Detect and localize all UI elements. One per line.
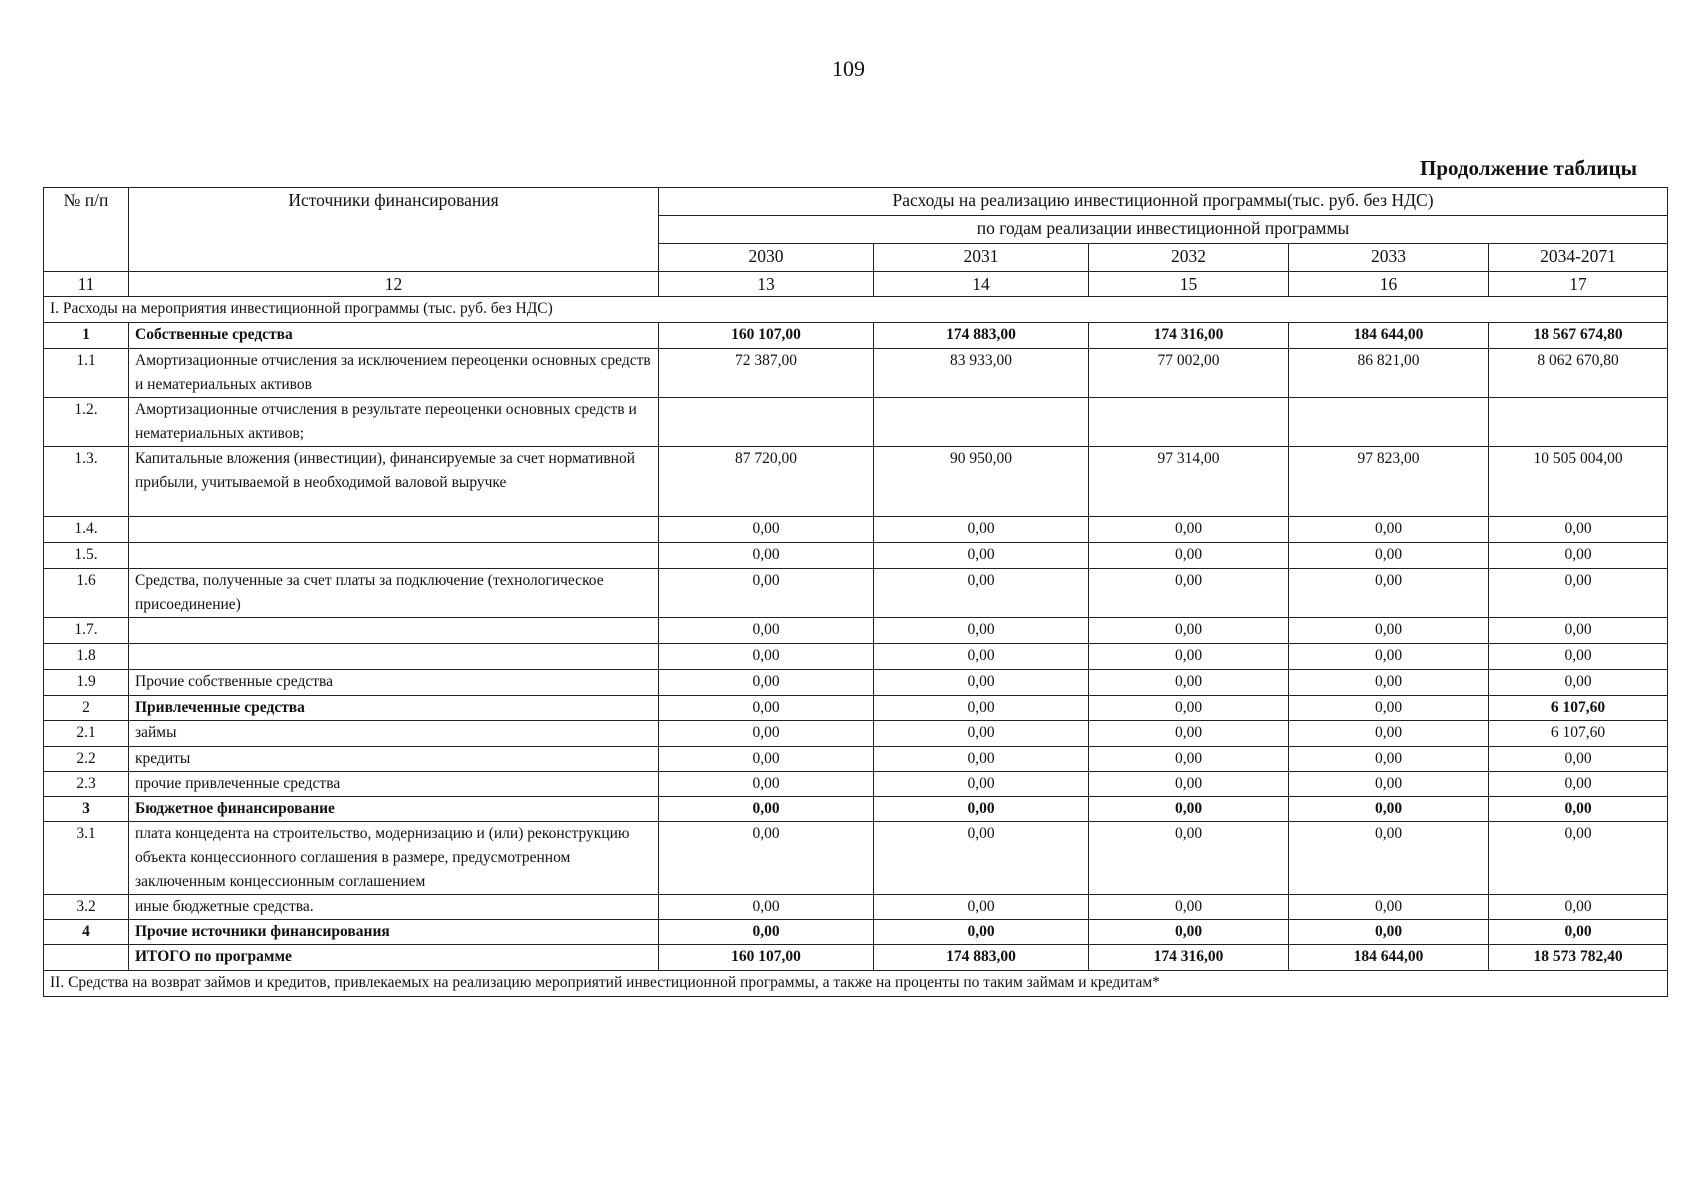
- row-value: 0,00: [1089, 517, 1289, 543]
- row-value: [1289, 398, 1489, 447]
- row-value: 0,00: [659, 797, 874, 822]
- section-2-title: II. Средства на возврат займов и кредитов, привлекаемых на реализацию мероприятий инвестиционной программы, а также на проценты по таким займам и кредитам*: [44, 971, 1668, 997]
- row-source-name: Прочие источники финансирования: [129, 920, 659, 945]
- row-value: 0,00: [874, 721, 1089, 747]
- row-value: 0,00: [1489, 772, 1668, 797]
- row-value: 97 823,00: [1289, 447, 1489, 517]
- row-value: 0,00: [1489, 644, 1668, 670]
- table-row: [44, 349, 1668, 398]
- row-value: 0,00: [1089, 696, 1289, 721]
- row-value: 160 107,00: [659, 323, 874, 349]
- row-number: 1.9: [44, 670, 129, 696]
- row-value: 97 314,00: [1089, 447, 1289, 517]
- row-value: 0,00: [1289, 618, 1489, 644]
- row-value: 0,00: [1289, 569, 1489, 618]
- row-value: 0,00: [1489, 895, 1668, 920]
- row-source-name: [129, 618, 659, 644]
- row-value: 0,00: [1089, 543, 1289, 569]
- row-source-name: Привлеченные средства: [129, 696, 659, 721]
- column-number: 13: [659, 272, 874, 297]
- row-value: 184 644,00: [1289, 945, 1489, 971]
- row-value: 0,00: [1089, 920, 1289, 945]
- row-value: 0,00: [874, 517, 1089, 543]
- column-number: 11: [44, 272, 129, 297]
- row-value: 0,00: [1289, 772, 1489, 797]
- table-row: [44, 517, 1668, 543]
- row-source-name: ИТОГО по программе: [129, 945, 659, 971]
- column-number: 12: [129, 272, 659, 297]
- continuation-title: Продолжение таблицы: [1419, 156, 1637, 180]
- row-value: 0,00: [659, 696, 874, 721]
- row-value: 0,00: [659, 618, 874, 644]
- row-number: 3.1: [44, 822, 129, 895]
- row-value: 0,00: [874, 772, 1089, 797]
- table-row: [44, 772, 1668, 797]
- table-row: [44, 895, 1668, 920]
- row-value: 6 107,60: [1489, 696, 1668, 721]
- row-value: 174 316,00: [1089, 945, 1289, 971]
- page-number: 109: [832, 56, 865, 81]
- row-value: 0,00: [1289, 895, 1489, 920]
- row-number: 2.2: [44, 747, 129, 772]
- row-value: 72 387,00: [659, 349, 874, 398]
- row-value: 0,00: [874, 543, 1089, 569]
- header-year: 2032: [1089, 244, 1289, 272]
- row-value: 0,00: [1489, 797, 1668, 822]
- row-value: 0,00: [1089, 797, 1289, 822]
- row-source-name: Амортизационные отчисления за исключением переоценки основных средств и нематериальных активов: [129, 349, 659, 398]
- row-value: 0,00: [1489, 517, 1668, 543]
- row-value: 0,00: [1089, 895, 1289, 920]
- row-value: 0,00: [1489, 618, 1668, 644]
- row-value: 0,00: [659, 721, 874, 747]
- row-value: 0,00: [1489, 543, 1668, 569]
- row-value: 0,00: [1489, 569, 1668, 618]
- row-source-name: [129, 644, 659, 670]
- row-source-name: иные бюджетные средства.: [129, 895, 659, 920]
- row-value: 0,00: [874, 797, 1089, 822]
- row-number: 1.6: [44, 569, 129, 618]
- table-row: [44, 543, 1668, 569]
- row-value: 0,00: [874, 822, 1089, 895]
- row-value: 90 950,00: [874, 447, 1089, 517]
- row-value: 0,00: [1489, 670, 1668, 696]
- row-value: 0,00: [1089, 618, 1289, 644]
- column-number: 14: [874, 272, 1089, 297]
- row-value: 0,00: [874, 644, 1089, 670]
- row-value: 0,00: [874, 747, 1089, 772]
- row-value: 0,00: [1089, 822, 1289, 895]
- row-value: 0,00: [1489, 920, 1668, 945]
- row-value: 0,00: [659, 644, 874, 670]
- row-value: 0,00: [1489, 822, 1668, 895]
- row-value: 0,00: [1289, 696, 1489, 721]
- row-value: 18 567 674,80: [1489, 323, 1668, 349]
- row-value: 174 883,00: [874, 945, 1089, 971]
- table-row: [44, 323, 1668, 349]
- row-source-name: Амортизационные отчисления в результате переоценки основных средств и нематериальных активов;: [129, 398, 659, 447]
- row-value: [659, 398, 874, 447]
- row-value: 87 720,00: [659, 447, 874, 517]
- row-value: 8 062 670,80: [1489, 349, 1668, 398]
- row-value: 0,00: [1289, 670, 1489, 696]
- row-value: 0,00: [1289, 517, 1489, 543]
- header-expenses: Расходы на реализацию инвестиционной программы(тыс. руб. без НДС): [659, 188, 1668, 216]
- row-value: 0,00: [659, 747, 874, 772]
- row-value: 0,00: [659, 895, 874, 920]
- row-number: 1.8: [44, 644, 129, 670]
- row-value: 0,00: [874, 696, 1089, 721]
- row-value: 0,00: [1089, 747, 1289, 772]
- row-number: [44, 945, 129, 971]
- row-number: 3.2: [44, 895, 129, 920]
- row-value: 0,00: [659, 920, 874, 945]
- row-value: 0,00: [1289, 822, 1489, 895]
- row-value: 0,00: [659, 543, 874, 569]
- row-source-name: Собственные средства: [129, 323, 659, 349]
- row-value: 184 644,00: [1289, 323, 1489, 349]
- row-number: 1.7.: [44, 618, 129, 644]
- row-number: 1.3.: [44, 447, 129, 517]
- row-value: 0,00: [1089, 772, 1289, 797]
- row-value: 10 505 004,00: [1489, 447, 1668, 517]
- column-number: 15: [1089, 272, 1289, 297]
- row-value: 0,00: [874, 569, 1089, 618]
- column-number: 17: [1489, 272, 1668, 297]
- table-row: [44, 747, 1668, 772]
- column-number: 16: [1289, 272, 1489, 297]
- row-source-name: займы: [129, 721, 659, 747]
- table-row: [44, 670, 1668, 696]
- table-row: [44, 822, 1668, 895]
- row-number: 1: [44, 323, 129, 349]
- section-2-row: [44, 971, 1668, 997]
- row-value: 174 883,00: [874, 323, 1089, 349]
- row-source-name: кредиты: [129, 747, 659, 772]
- row-number: 1.5.: [44, 543, 129, 569]
- row-value: 0,00: [1289, 543, 1489, 569]
- row-value: 0,00: [1089, 670, 1289, 696]
- row-source-name: Капитальные вложения (инвестиции), финансируемые за счет нормативной прибыли, учитываемой в необходимой валовой выручке: [129, 447, 659, 517]
- row-value: [1089, 398, 1289, 447]
- header-year: 2030: [659, 244, 874, 272]
- row-value: 6 107,60: [1489, 721, 1668, 747]
- row-source-name: Бюджетное финансирование: [129, 797, 659, 822]
- row-number: 2.1: [44, 721, 129, 747]
- row-number: 4: [44, 920, 129, 945]
- row-value: 83 933,00: [874, 349, 1089, 398]
- row-source-name: [129, 543, 659, 569]
- row-number: 1.4.: [44, 517, 129, 543]
- header-year: 2034-2071: [1489, 244, 1668, 272]
- row-value: 0,00: [1089, 644, 1289, 670]
- row-source-name: [129, 517, 659, 543]
- table-row: [44, 644, 1668, 670]
- table-row: [44, 696, 1668, 721]
- row-value: 0,00: [874, 895, 1089, 920]
- financing-table: [43, 187, 1668, 997]
- row-value: 0,00: [874, 670, 1089, 696]
- section-1-title: I. Расходы на мероприятия инвестиционной программы (тыс. руб. без НДС): [44, 297, 1668, 323]
- header-year: 2033: [1289, 244, 1489, 272]
- row-source-name: Прочие собственные средства: [129, 670, 659, 696]
- row-number: 2: [44, 696, 129, 721]
- row-value: 0,00: [659, 569, 874, 618]
- row-source-name: плата концедента на строительство, модернизацию и (или) реконструкцию объекта концессионного соглашения в размере, предусмотренном заключенным концессионным соглашением: [129, 822, 659, 895]
- row-value: [1489, 398, 1668, 447]
- header-no: № п/п: [44, 188, 129, 272]
- row-number: 2.3: [44, 772, 129, 797]
- row-value: 0,00: [874, 920, 1089, 945]
- row-value: 0,00: [1089, 569, 1289, 618]
- row-value: 0,00: [1289, 797, 1489, 822]
- table-row: [44, 721, 1668, 747]
- row-value: 18 573 782,40: [1489, 945, 1668, 971]
- row-value: 0,00: [659, 517, 874, 543]
- row-value: 0,00: [1289, 747, 1489, 772]
- row-source-name: прочие привлеченные средства: [129, 772, 659, 797]
- row-value: 0,00: [1289, 920, 1489, 945]
- table-row: [44, 447, 1668, 517]
- row-value: 0,00: [659, 772, 874, 797]
- header-year: 2031: [874, 244, 1089, 272]
- table-row: [44, 797, 1668, 822]
- row-value: 0,00: [1489, 747, 1668, 772]
- row-source-name: Средства, полученные за счет платы за подключение (технологическое присоединение): [129, 569, 659, 618]
- row-number: 3: [44, 797, 129, 822]
- row-value: [874, 398, 1089, 447]
- row-number: 1.1: [44, 349, 129, 398]
- header-by-years: по годам реализации инвестиционной программы: [659, 216, 1668, 244]
- row-number: 1.2.: [44, 398, 129, 447]
- row-value: 0,00: [659, 670, 874, 696]
- row-value: 0,00: [874, 618, 1089, 644]
- table-row: [44, 945, 1668, 971]
- row-value: 0,00: [1289, 721, 1489, 747]
- row-value: 0,00: [1289, 644, 1489, 670]
- table-row: [44, 569, 1668, 618]
- table-row: [44, 398, 1668, 447]
- table-row: [44, 618, 1668, 644]
- row-value: 160 107,00: [659, 945, 874, 971]
- table-row: [44, 920, 1668, 945]
- row-value: 0,00: [1089, 721, 1289, 747]
- row-value: 174 316,00: [1089, 323, 1289, 349]
- row-value: 0,00: [659, 822, 874, 895]
- header-sources: Источники финансирования: [129, 188, 659, 272]
- row-value: 86 821,00: [1289, 349, 1489, 398]
- row-value: 77 002,00: [1089, 349, 1289, 398]
